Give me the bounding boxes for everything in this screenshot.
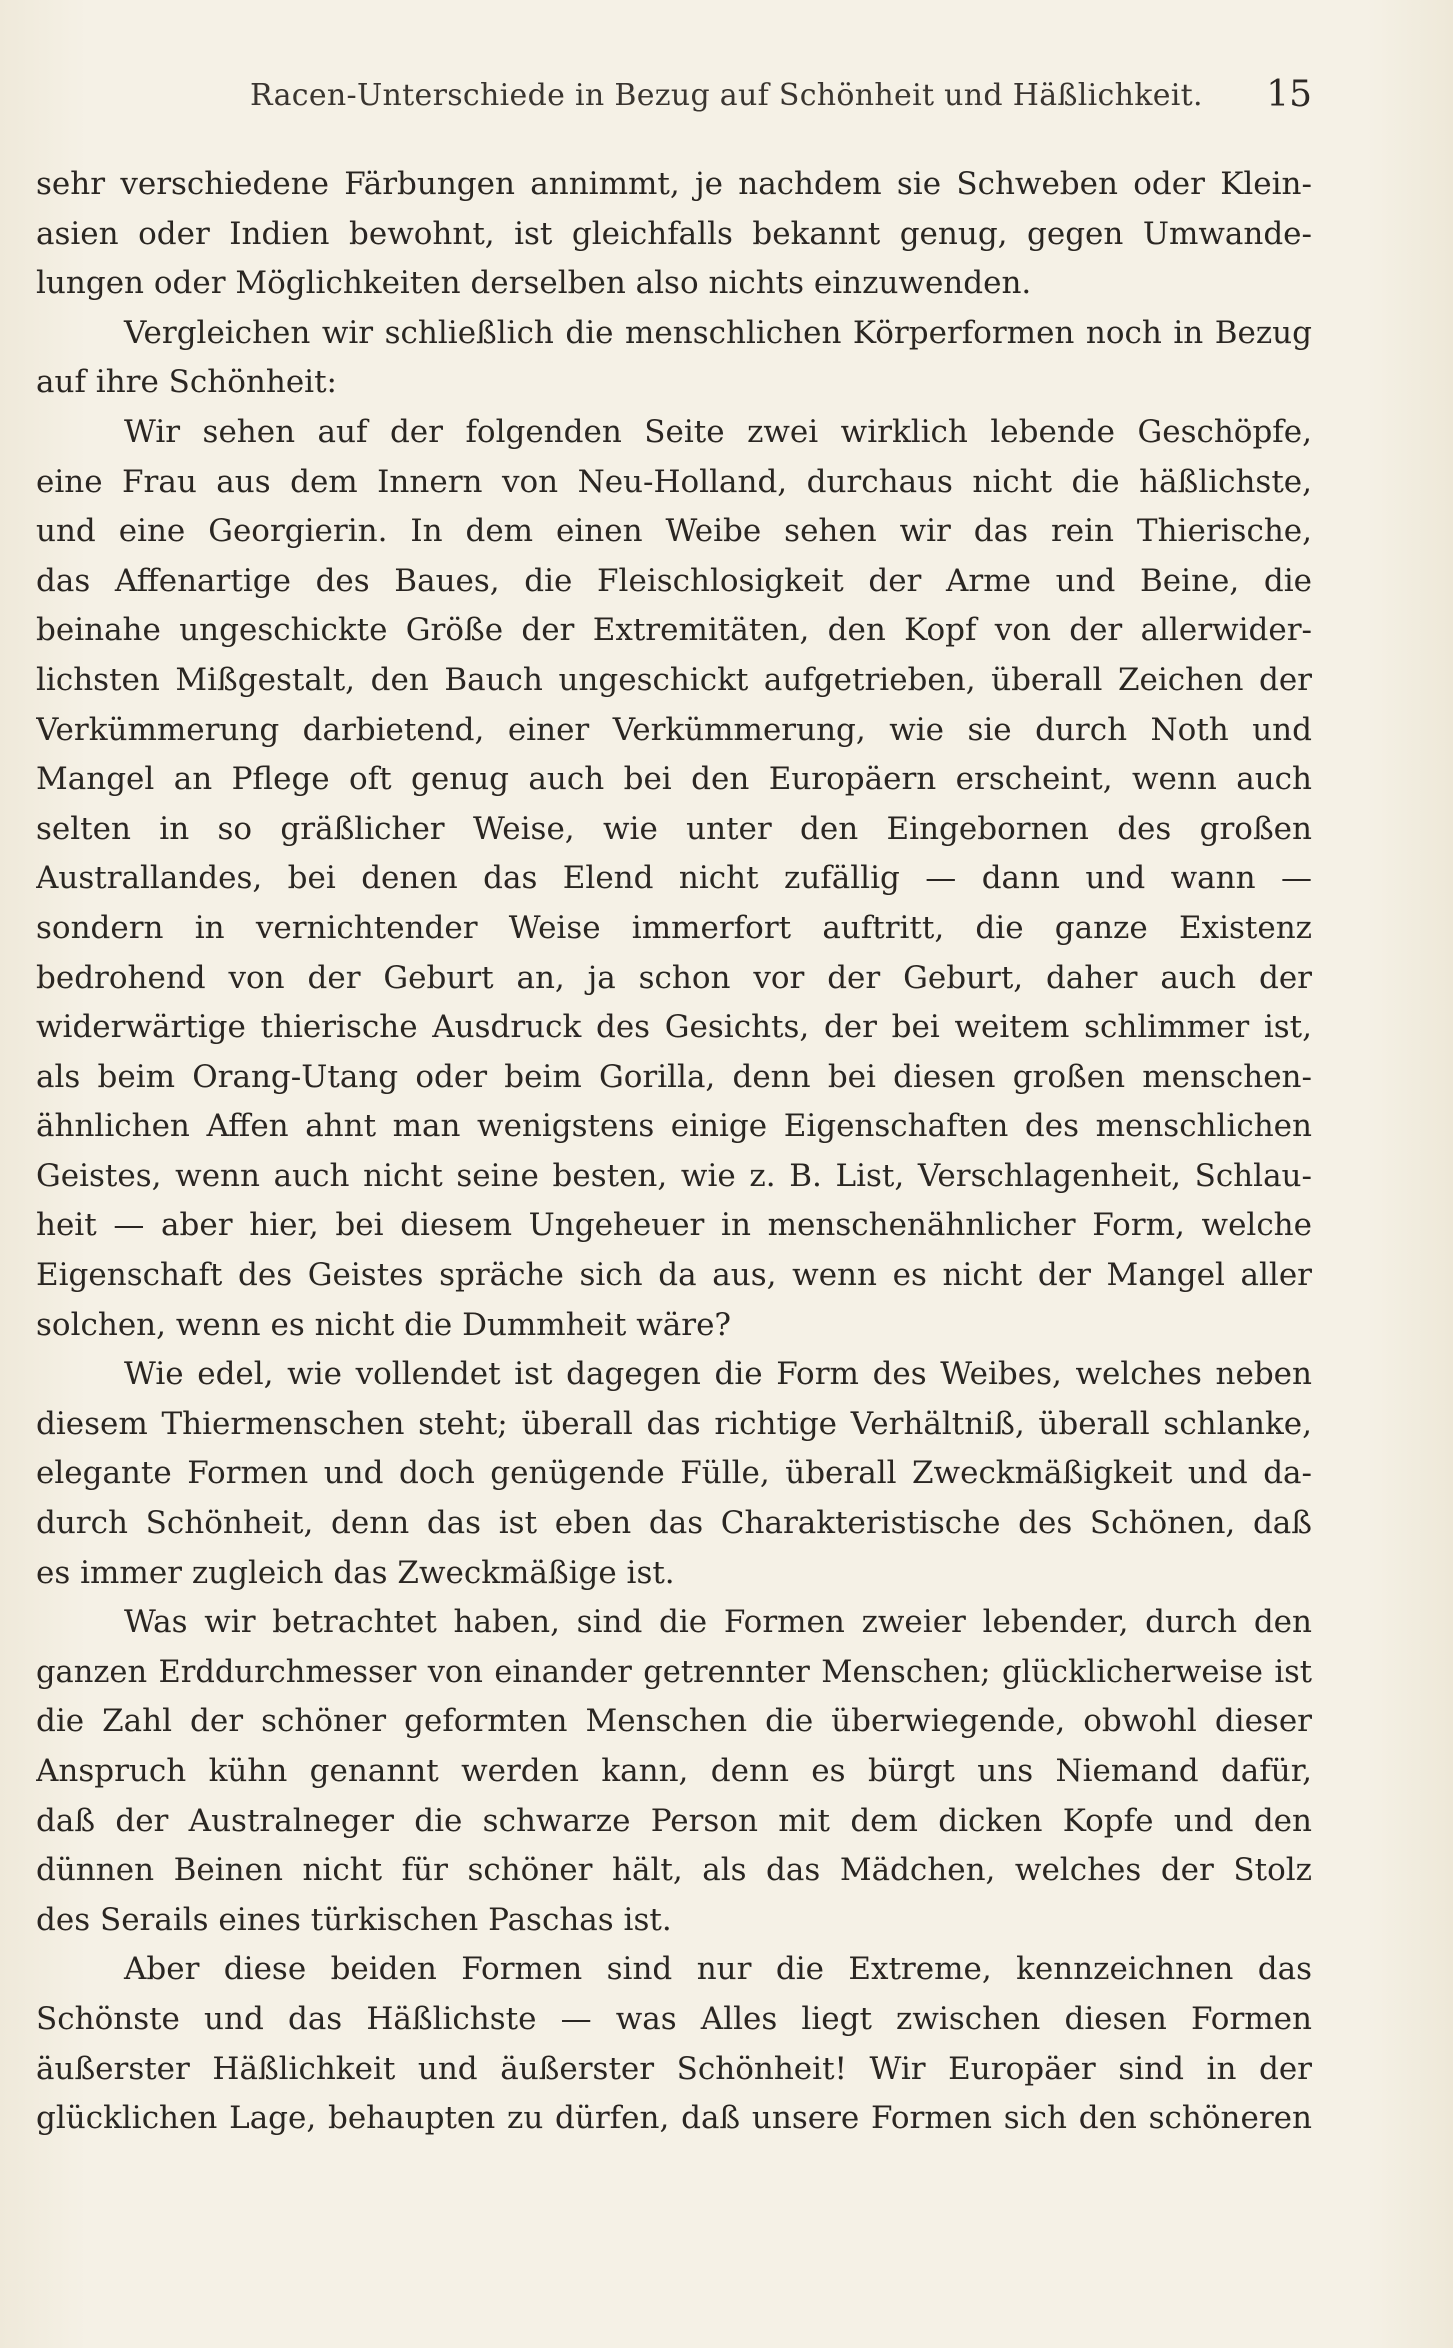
running-title: Racen-Unterschiede in Bezug auf Schönheit und Häßlichkeit. — [250, 78, 1203, 113]
text-line: Wir sehen auf der folgenden Seite zwei wirklich lebende Geschöpfe, — [124, 413, 1312, 450]
text-line: lichsten Mißgestalt, den Bauch ungeschickt aufgetrieben, überall Zeichen der — [36, 661, 1312, 698]
text-line: Mangel an Pflege oft genug auch bei den Europäern erscheint, wenn auch — [36, 761, 1312, 798]
text-line: des Serails eines türkischen Paschas ist. — [36, 1901, 672, 1938]
text-line: Aber diese beiden Formen sind nur die Extreme, kennzeichnen das — [124, 1951, 1312, 1988]
text-line: äußerster Häßlichkeit und äußerster Schönheit! Wir Europäer sind in der — [36, 2050, 1312, 2087]
text-line: asien oder Indien bewohnt, ist gleichfalls bekannt genug, gegen Umwande- — [36, 215, 1312, 252]
text-line: sondern in vernichtender Weise immerfort auftritt, die ganze Existenz — [36, 909, 1312, 946]
text-line: als beim Orang-Utang oder beim Gorilla, denn bei diesen großen menschen- — [36, 1058, 1312, 1095]
text-line: Verkümmerung darbietend, einer Verkümmerung, wie sie durch Noth und — [36, 711, 1312, 748]
text-line: daß der Australneger die schwarze Person mit dem dicken Kopfe und den — [36, 1802, 1312, 1839]
text-line: eine Frau aus dem Innern von Neu-Holland, durchaus nicht die häßlichste, — [36, 463, 1312, 500]
text-line: heit — aber hier, bei diesem Ungeheuer in menschenähnlicher Form, welche — [36, 1207, 1312, 1244]
text-line: die Zahl der schöner geformten Menschen die überwiegende, obwohl dieser — [36, 1703, 1312, 1740]
text-line: bedrohend von der Geburt an, ja schon vor der Geburt, daher auch der — [36, 959, 1312, 996]
text-line: Anspruch kühn genannt werden kann, denn es bürgt uns Niemand dafür, — [36, 1753, 1312, 1789]
text-line: sehr verschiedene Färbungen annimmt, je nachdem sie Schweben oder Klein- — [36, 166, 1312, 202]
text-line: auf ihre Schönheit: — [36, 364, 337, 401]
text-line: beinahe ungeschickte Größe der Extremitäten, den Kopf von der allerwider- — [36, 612, 1312, 649]
text-line: Wie edel, wie vollendet ist dagegen die Form des Weibes, welches neben — [124, 1356, 1312, 1393]
page-number: 15 — [1266, 74, 1312, 115]
text-line: durch Schönheit, denn das ist eben das Charakteristische des Schönen, daß — [36, 1505, 1312, 1542]
text-line: Eigenschaft des Geistes spräche sich da aus, wenn es nicht der Mangel aller — [36, 1257, 1312, 1294]
text-line: es immer zugleich das Zweckmäßige ist. — [36, 1554, 675, 1591]
text-line: und eine Georgierin. In dem einen Weibe sehen wir das rein Thierische, — [36, 513, 1312, 550]
text-line: glücklichen Lage, behaupten zu dürfen, daß unsere Formen sich den schöneren — [36, 2100, 1312, 2137]
text-line: Vergleichen wir schließlich die menschlichen Körperformen noch in Bezug — [124, 314, 1312, 351]
text-line: elegante Formen und doch genügende Fülle, überall Zweckmäßigkeit und da- — [36, 1455, 1312, 1492]
text-line: Australlandes, bei denen das Elend nicht zufällig — dann und wann — — [36, 860, 1312, 897]
text-line: ganzen Erddurchmesser von einander getrennter Menschen; glücklicherweise ist — [36, 1654, 1312, 1690]
running-head — [36, 74, 1312, 122]
text-line: das Affenartige des Baues, die Fleischlosigkeit der Arme und Beine, die — [36, 562, 1312, 599]
text-line: lungen oder Möglichkeiten derselben also nichts einzuwenden. — [36, 265, 1032, 302]
text-line: widerwärtige thierische Ausdruck des Gesichts, der bei weitem schlimmer ist, — [36, 1009, 1312, 1046]
text-line: selten in so gräßlicher Weise, wie unter den Eingebornen des großen — [36, 810, 1312, 847]
text-line: solchen, wenn es nicht die Dummheit wäre? — [36, 1306, 732, 1343]
text-line: Schönste und das Häßlichste — was Alles liegt zwischen diesen Formen — [36, 2000, 1312, 2037]
body-text — [36, 160, 1312, 2144]
text-line: diesem Thiermenschen steht; überall das richtige Verhältniß, überall schlanke, — [36, 1405, 1312, 1442]
text-line: ähnlichen Affen ahnt man wenigstens einige Eigenschaften des menschlichen — [36, 1108, 1312, 1145]
text-line: Geistes, wenn auch nicht seine besten, wie z. B. List, Verschlagenheit, Schlau- — [36, 1157, 1312, 1194]
text-line: dünnen Beinen nicht für schöner hält, als das Mädchen, welches der Stolz — [36, 1852, 1312, 1889]
text-line: Was wir betrachtet haben, sind die Formen zweier lebender, durch den — [124, 1604, 1312, 1641]
